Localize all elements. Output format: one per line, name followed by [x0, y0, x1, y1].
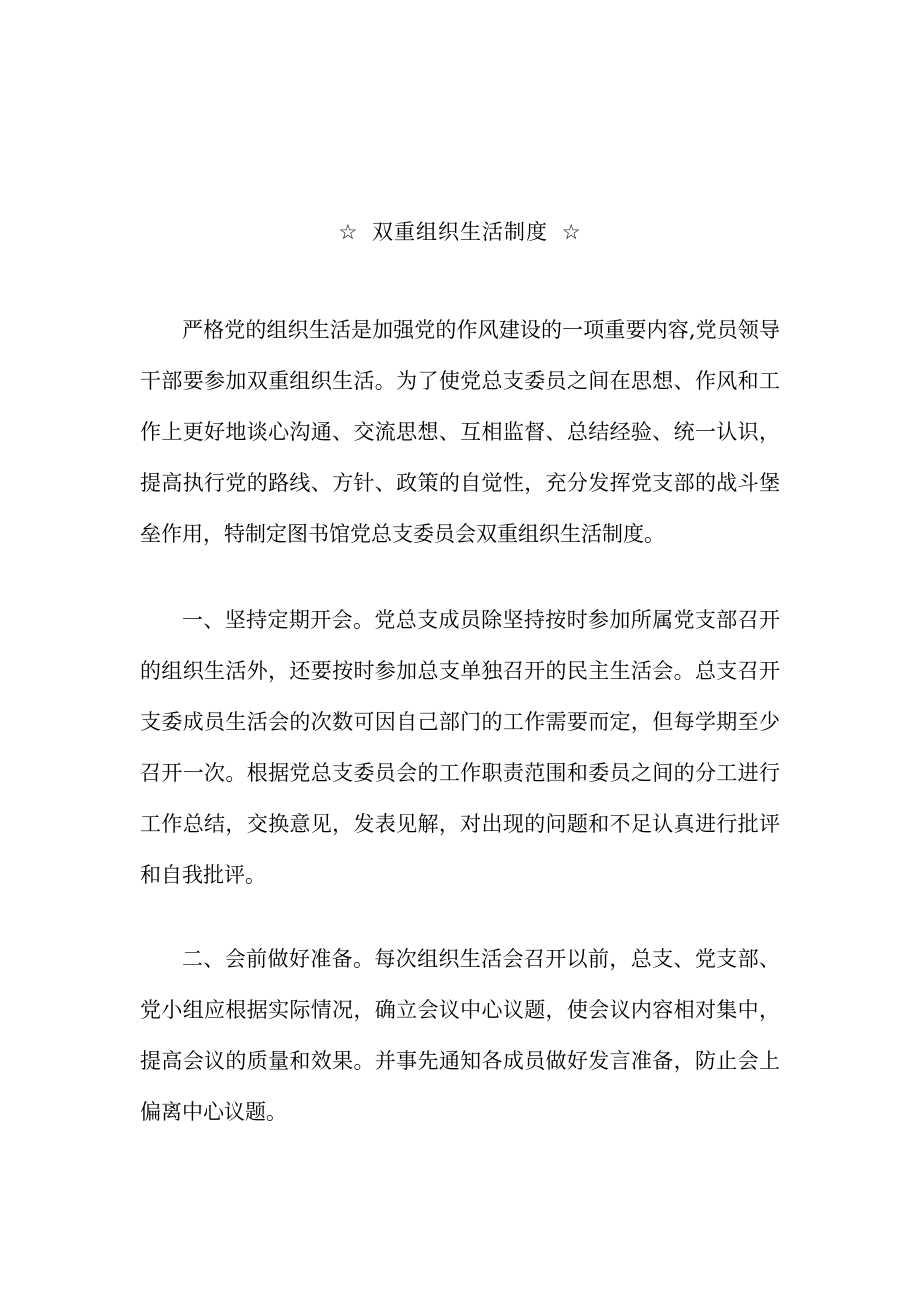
paragraph-section-1: 一、坚持定期开会。党总支成员除坚持按时参加所属党支部召开的组织生活外，还要按时参加总支单独召开的民主生活会。总支召开支委成员生活会的次数可因自己部门的工作需要而定，但每学期至少召开一次。根据党总支委员会的工作职责范围和委员之间的分工进行工作总结，交换意见，发表见解，对出现的问题和不足认真进行批评和自我批评。 — [140, 608, 780, 887]
document-title: 双重组织生活制度 — [372, 220, 548, 244]
document-title-line — [0, 216, 920, 248]
paragraph-intro: 严格党的组织生活是加强党的作风建设的一项重要内容,党员领导干部要参加双重组织生活。为了使党总支委员之间在思想、作风和工作上更好地谈心沟通、交流思想、互相监督、总结经验、统一认识，提高执行党的路线、方针、政策的自觉性，充分发挥党支部的战斗堡垒作用，特制定图书馆党总支委员会双重组织生活制度。 — [140, 318, 780, 546]
star-icon: ☆ — [561, 220, 582, 244]
star-icon: ☆ — [338, 220, 359, 244]
paragraph-section-2: 二、会前做好准备。每次组织生活会召开以前，总支、党支部、党小组应根据实际情况，确立会议中心议题，使会议内容相对集中，提高会议的质量和效果。并事先通知各成员做好发言准备，防止会上偏离中心议题。 — [140, 947, 780, 1124]
